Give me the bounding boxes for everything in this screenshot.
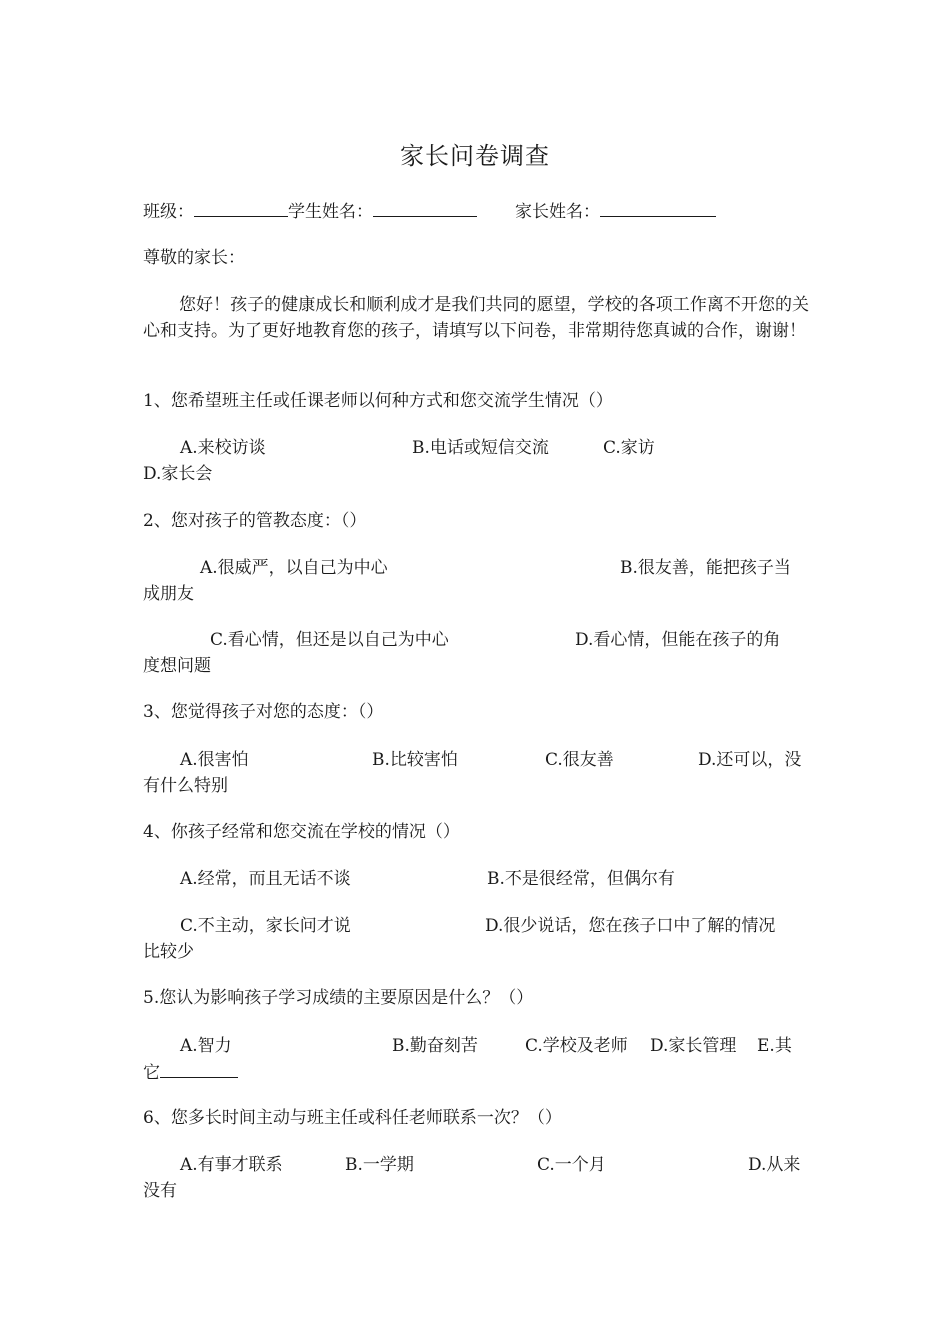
q3-option-d-cont: 有什么特别 [143,776,228,796]
q2-option-d[interactable]: D.看心情，但能在孩子的角 [575,630,781,650]
q1-option-a[interactable]: A.来校访谈 [180,438,266,458]
q3-option-c[interactable]: C.很友善 [545,750,614,770]
q4-option-b[interactable]: B.不是很经常，但偶尔有 [487,869,675,889]
q5-option-e[interactable]: E.其 [757,1036,792,1056]
class-label: 班级： [143,202,194,222]
q3-option-a[interactable]: A.很害怕 [180,750,249,770]
student-name-blank[interactable] [373,198,477,217]
question-6: 6、您多长时间主动与班主任或科任老师联系一次？（） [143,1108,562,1128]
q1-option-c[interactable]: C.家访 [603,438,655,458]
q1-option-b[interactable]: B.电话或短信交流 [412,438,549,458]
q5-other-label: 它 [143,1063,160,1083]
q5-option-e-cont [143,1059,238,1086]
q4-option-a[interactable]: A.经常，而且无话不谈 [180,869,351,889]
q4-option-c[interactable]: C.不主动，家长问才说 [180,916,351,936]
q6-option-c[interactable]: C.一个月 [537,1155,606,1175]
q5-option-c[interactable]: C.学校及老师 [525,1036,628,1056]
q3-option-d[interactable]: D.还可以，没 [698,750,802,770]
q1-option-d[interactable]: D.家长会 [143,464,213,484]
question-3: 3、您觉得孩子对您的态度：（） [143,702,384,722]
greeting: 尊敬的家长： [143,248,245,268]
class-blank[interactable] [194,198,288,217]
question-2: 2、您对孩子的管教态度：（） [143,511,367,531]
question-1: 1、您希望班主任或任课老师以何种方式和您交流学生情况（） [143,391,613,411]
q3-option-b[interactable]: B.比较害怕 [372,750,458,770]
question-4: 4、你孩子经常和您交流在学校的情况（） [143,822,460,842]
q2-option-a[interactable]: A.很威严，以自己为中心 [200,558,388,578]
parent-name-label: 家长姓名： [515,202,600,222]
q6-option-d-cont: 没有 [143,1181,177,1201]
q5-option-b[interactable]: B.勤奋刻苦 [392,1036,478,1056]
q4-option-d[interactable]: D.很少说话，您在孩子口中了解的情况 [485,916,776,936]
q6-option-d[interactable]: D.从来 [748,1155,801,1175]
q6-option-a[interactable]: A.有事才联系 [180,1155,283,1175]
page-title: 家长问卷调查 [400,142,550,170]
q2-option-b-cont: 成朋友 [143,584,194,604]
q2-option-c[interactable]: C.看心情，但还是以自己为中心 [210,630,449,650]
q5-option-a[interactable]: A.智力 [180,1036,232,1056]
parent-name-blank[interactable] [600,198,716,217]
question-5: 5.您认为影响孩子学习成绩的主要原因是什么？（） [143,988,534,1008]
q2-option-d-cont: 度想问题 [143,656,211,676]
q5-other-blank[interactable] [160,1059,238,1078]
q5-option-d[interactable]: D.家长管理 [650,1036,737,1056]
intro-paragraph: 您好！孩子的健康成长和顺利成才是我们共同的愿望，学校的各项工作离不开您的关心和支持。为了更好地教育您的孩子，请填写以下问卷，非常期待您真诚的合作，谢谢！ [143,295,809,341]
q4-option-d-cont: 比较少 [143,942,194,962]
q2-option-b[interactable]: B.很友善，能把孩子当 [620,558,791,578]
info-fields-row [143,198,813,225]
student-name-label: 学生姓名： [288,202,373,222]
q6-option-b[interactable]: B.一学期 [345,1155,414,1175]
